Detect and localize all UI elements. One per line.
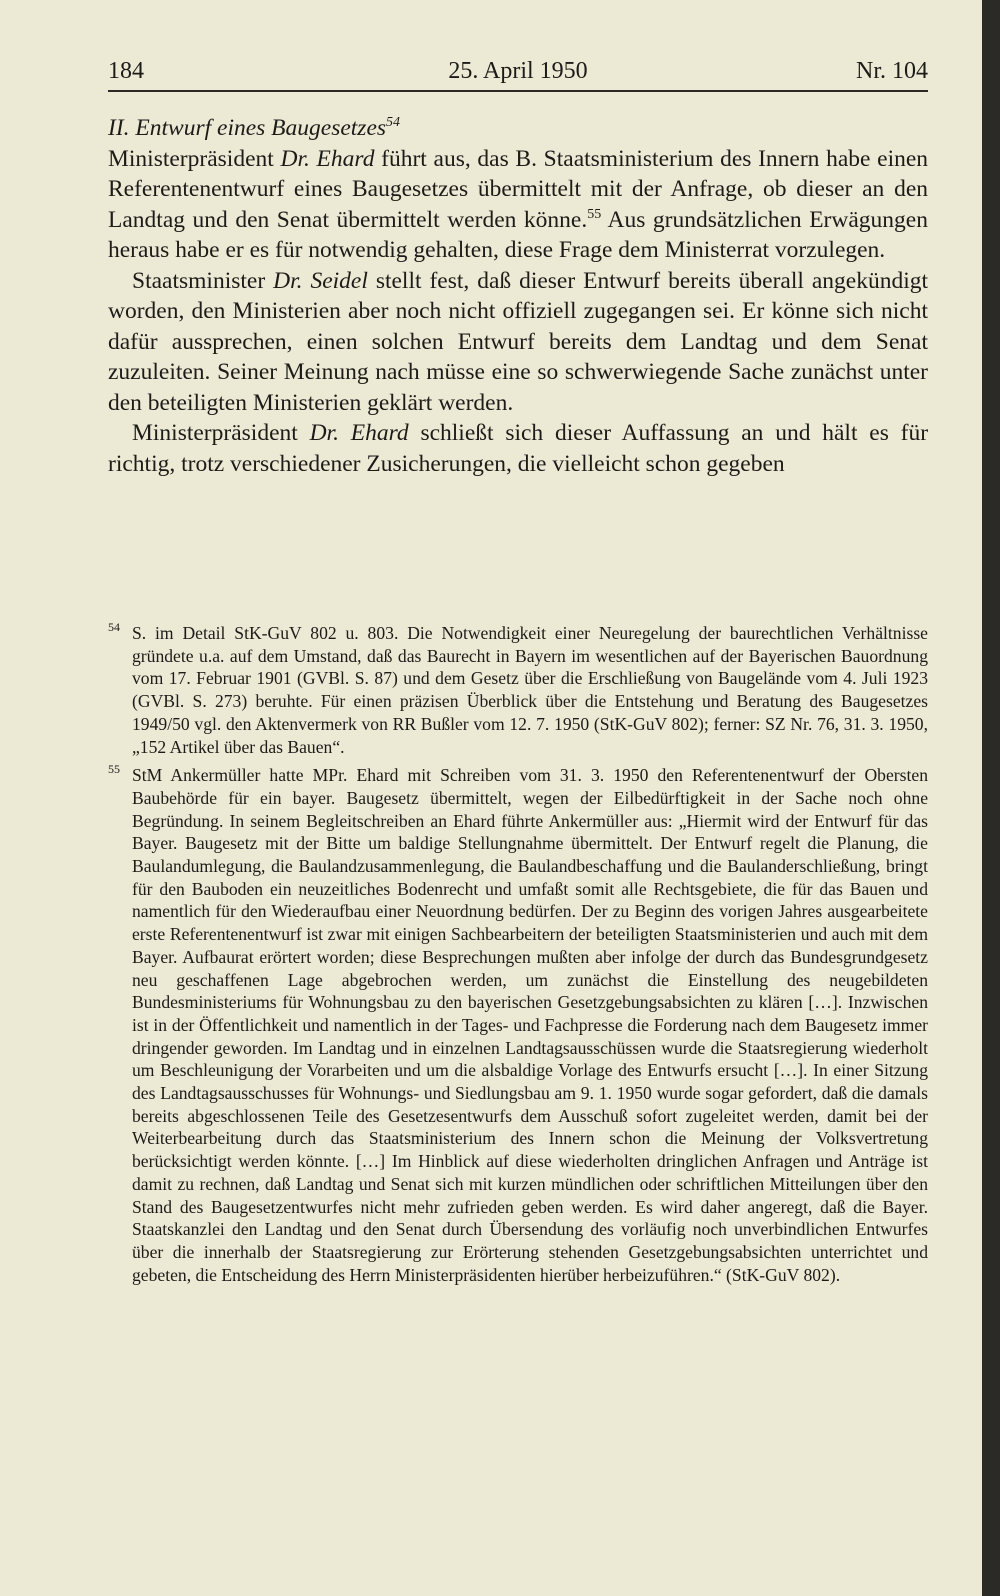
speaker-prefix: Ministerpräsident [132, 420, 298, 446]
scan-edge [982, 0, 1000, 1596]
paragraph-text: führt aus, das B. Staatsministerium des Innern habe einen Referentenentwurf eines Baugesetzes übermittelt mit der Anfrage, ob dieser an den Landtag und den Senat übermittelt werden könne. [108, 145, 929, 233]
section-title: II. Entwurf eines Baugesetzes [108, 115, 387, 141]
footnotes [108, 622, 928, 1292]
speaker-name: Dr. Seidel [273, 267, 368, 294]
footnote-number: 54 [108, 620, 120, 634]
paragraph-2 [108, 266, 928, 419]
footnote-number: 55 [108, 762, 120, 777]
paragraph-text-continued: Aus grundsätzlichen Erwägungen heraus habe er es für notwendig gehalten, diese Frage dem Ministerrat vorzulegen. [108, 206, 928, 263]
section-heading [108, 113, 928, 144]
paragraph-3 [108, 418, 928, 479]
speaker-name: Dr. Ehard [309, 420, 409, 446]
page-header [108, 54, 928, 88]
header-rule [108, 90, 928, 92]
main-text [108, 113, 928, 479]
paragraph-text: stellt fest, daß dieser Entwurf bereits überall angekündigt worden, den Ministerien aber noch nicht offiziell zugegangen sei. Er könne sich nicht dafür aussprechen, einen solchen Entwurf bereits dem Landtag und dem Senat zuzuleiten. Seiner Meinung nach müsse eine so schwerwiegende Sache zunächst unter den beteiligten Ministerien geklärt werden. [108, 267, 929, 416]
paragraph-1 [108, 144, 928, 266]
speaker-name: Dr. Ehard [280, 145, 375, 172]
header-date: 25. April 1950 [448, 58, 588, 84]
footnote-54 [108, 622, 928, 758]
paragraph-text: schließt sich dieser Auffassung an und hält es für richtig, trotz verschiedener Zusicherungen, die vielleicht schon gegeben [108, 420, 929, 477]
speaker-prefix: Ministerpräsident [108, 145, 274, 172]
footnote-55 [108, 764, 928, 1286]
page-number: 184 [108, 58, 144, 84]
footnote-ref-54: 54 [386, 115, 401, 130]
document-number: Nr. 104 [856, 58, 928, 84]
footnote-ref-55: 55 [587, 206, 602, 222]
footnote-text: StM Ankermüller hatte MPr. Ehard mit Schreiben vom 31. 3. 1950 den Referentenentwurf der Obersten Baubehörde für ein bayer. Baugesetz übermittelt, wegen der Eilbedürftigkeit in der Sache noch ohne Begründung. In seinem Begleitschreiben an Ehard führte Ankermüller aus: „Hiermit wird der Entwurf für das Bayer. Baugesetz mit der Bitte um baldige Stellungnahme übermittelt. Der Entwurf regelt die Planung, die Baulandumlegung, die Baulandzusammenlegung, die Baulandbeschaffung und die Baulanderschließung, bringt für den Bauboden ein neuzeitliches Bodenrecht und umfaßt somit alle Rechtsgebiete, die für das Bauen und namentlich für den Wiederaufbau einer Neuordnung bedürfen. Der zu Beginn des vorigen Jahres ausgearbeitete erste Referentenentwurf ist zwar mit einigen Sachbearbeitern der beteiligten Staatsministerien und auch mit dem Bayer. Aufbaurat erörtert worden; diese Besprechungen mußten aber infolge der durch das Bundesgrundgesetz neu geschaffenen Lage abgebrochen werden, um zunächst die Einstellung des neugebildeten Bundesministeriums für Wohnungsbau zu den bayerischen Gesetzgebungsabsichten zu klären […]. Inzwischen ist in der Öffentlichkeit und namentlich in der Tages- und Fachpresse die Forderung nach dem Baugesetz immer dringender geworden. Im Landtag und in einzelnen Landtagsausschüssen wurde die Staatsregierung wiederholt um Beschleunigung der Vorarbeiten und um die alsbaldige Vorlage des Entwurfs ersucht […]. In einer Sitzung des Landtagsausschusses für Wohnungs- und Siedlungsbau am 9. 1. 1950 wurde sogar gefordert, daß die damals bereits abgeschlossenen Teile des Gesetzesentwurfs dem Ausschuß sofort zugeleitet werden, damit bei der Weiterbearbeitung durch das Staatsministerium des Innern schon die Meinung der Volksvertretung berücksichtigt werden könnte. […] Im Hinblick auf diese wiederholten dringlichen Anfragen und Anträge ist damit zu rechnen, daß Landtag und Senat sich mit kurzen mündlichen oder schriftlichen Mitteilungen über den Stand des Baugesetzentwurfes nicht mehr zufrieden geben werden. Es wird daher angeregt, daß die Bayer. Staatskanzlei den Landtag und den Senat durch Übersendung des vorläufig noch unverbindlichen Entwurfes über die innerhalb der Staatsregierung zur Erörterung stehenden Gesetzgebungsabsichten unterrichtet und gebeten, die Entscheidung des Herrn Ministerpräsidenten hierüber herbeizuführen.“ (StK-GuV 802). [132, 765, 928, 1285]
footnote-text: S. im Detail StK-GuV 802 u. 803. Die Notwendigkeit einer Neuregelung der baurechtlichen Verhältnisse gründete u.a. auf dem Umstand, daß das Baurecht in Bayern im wesentlichen auf der Bayerischen Bauordnung vom 17. Februar 1901 (GVBl. S. 87) und dem Gesetz über die Erschließung von Baugelände vom 4. Juli 1923 (GVBl. S. 273) beruhte. Für einen präzisen Überblick über die Entstehung und Beratung des Baugesetzes 1949/50 vgl. den Aktenvermerk von RR Bußler vom 12. 7. 1950 (StK-GuV 802); ferner: SZ Nr. 76, 31. 3. 1950, „152 Artikel über das Bauen“. [132, 623, 928, 757]
speaker-prefix: Staatsminister [132, 267, 266, 294]
